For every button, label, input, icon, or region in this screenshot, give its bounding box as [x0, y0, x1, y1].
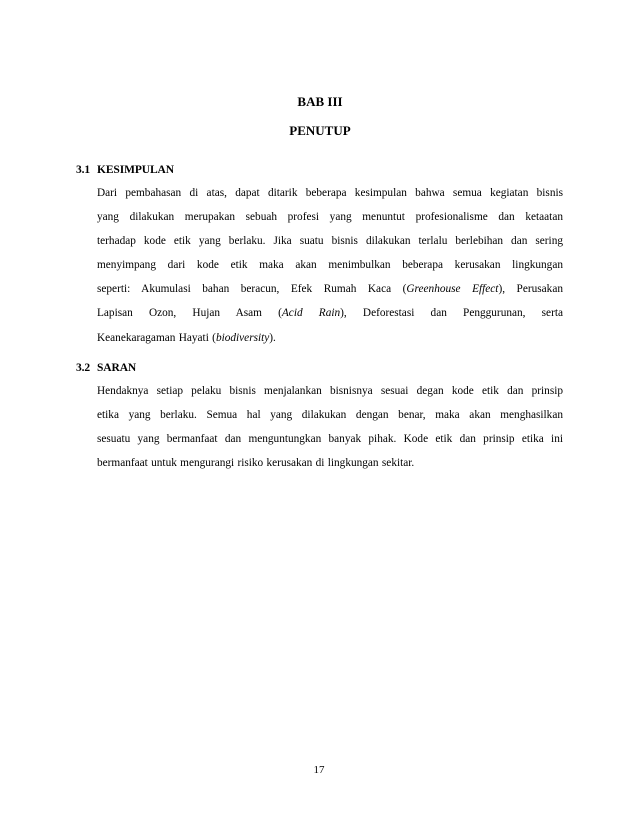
- section-body-saran: [97, 379, 563, 475]
- section-number: 3.1: [76, 164, 91, 176]
- section-number: 3.2: [76, 362, 91, 374]
- paragraph-line: [97, 229, 563, 253]
- text-run: Dari pembahasan di atas, dapat ditarik beberapa kesimpulan bahwa semua kegiatan bisnis: [97, 187, 563, 199]
- paragraph-line: [97, 205, 563, 229]
- text-run: Hendaknya setiap pelaku bisnis menjalankan bisnisnya sesuai degan kode etik dan prinsip: [97, 385, 563, 397]
- section-heading-kesimpulan: [76, 164, 174, 176]
- section-title: KESIMPULAN: [97, 164, 174, 176]
- section-heading-saran: [76, 362, 136, 374]
- paragraph-line: [97, 427, 563, 451]
- paragraph-line: [97, 379, 563, 403]
- text-run: yang dilakukan merupakan sebuah profesi yang menuntut profesionalisme dan ketaatan: [97, 211, 563, 224]
- text-run: Lapisan Ozon, Hujan Asam (: [97, 307, 282, 320]
- italic-term: Greenhouse Effect: [406, 283, 499, 296]
- paragraph-line: [97, 403, 563, 427]
- text-run: ).: [269, 331, 276, 344]
- text-run: terhadap kode etik yang berlaku. Jika suatu bisnis dilakukan terlalu berlebihan dan sering: [97, 235, 563, 248]
- paragraph-line: [97, 277, 563, 301]
- text-run: ), Perusakan: [498, 283, 563, 296]
- paragraph-line: [97, 451, 563, 475]
- text-run: bermanfaat untuk mengurangi risiko kerusakan di lingkungan sekitar.: [97, 457, 415, 470]
- paragraph-line: [97, 301, 563, 325]
- chapter-label: BAB III: [297, 94, 343, 109]
- paragraph-line: [97, 253, 563, 277]
- text-run: seperti: Akumulasi bahan beracun, Efek Rumah Kaca (: [97, 283, 407, 296]
- paragraph-line: [97, 326, 563, 350]
- paragraph-line: [97, 181, 563, 205]
- page-number: 17: [313, 764, 325, 776]
- text-run: sesuatu yang bermanfaat dan menguntungkan banyak pihak. Kode etik dan prinsip etika ini: [97, 433, 563, 446]
- chapter-title: PENUTUP: [289, 123, 351, 138]
- section-body-kesimpulan: [97, 181, 563, 350]
- text-run: ), Deforestasi dan Penggurunan, serta: [340, 307, 563, 320]
- section-title: SARAN: [97, 362, 137, 374]
- italic-term: biodiversity: [215, 331, 270, 344]
- italic-term: Acid Rain: [281, 307, 341, 320]
- text-run: menyimpang dari kode etik maka akan menimbulkan beberapa kerusakan lingkungan: [97, 259, 563, 272]
- text-run: etika yang berlaku. Semua hal yang dilakukan dengan benar, maka akan menghasilkan: [97, 409, 563, 422]
- text-run: Keanekaragaman Hayati (: [97, 331, 216, 344]
